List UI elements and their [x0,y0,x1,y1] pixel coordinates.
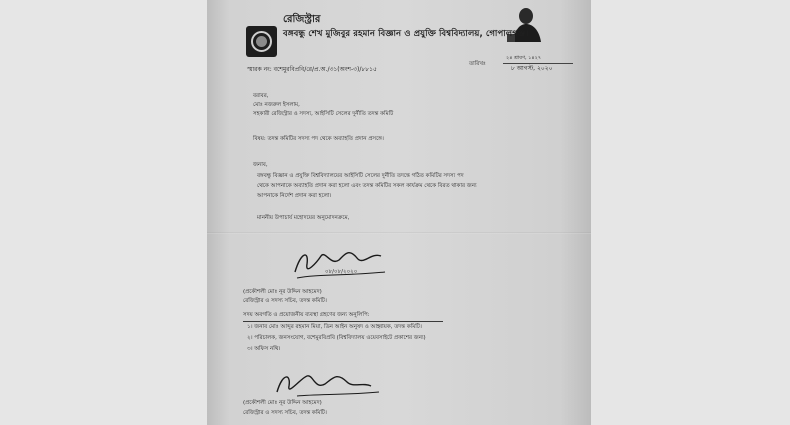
salutation: জনাব, [253,162,268,168]
right-background [591,0,790,425]
copy-item-1: ১। জনাব মোঃ আব্দুর রহমান মিয়া, ডিন আইন অনুষদ ও আহ্বায়ক, তদন্ত কমিটি। [247,324,422,330]
left-background [0,0,207,425]
date-label: তারিখঃ [469,61,486,67]
letterhead-title: রেজিস্ট্রার [283,14,321,25]
addressee-to: বরাবর, [253,93,269,99]
date-divider [503,63,573,64]
body-line-1: বঙ্গবন্ধু বিজ্ঞান ও প্রযুক্তি বিশ্ববিদ্যালয়ের আইসিটি সেলের দুর্নীতি তদন্তে গঠিত কমিটির সদস্য পদ [257,173,464,179]
date-english-calendar: ৮ আগস্ট, ২০২০ [511,65,553,72]
paper-fold-line [207,232,591,234]
body-line-3: আপনাকে নির্দেশ প্রদান করা হলো। [257,193,332,199]
memo-number: স্মারক নং: বশেমুরবিপ্রবি/রে/প্র.অ./৩১(অংশ-৩)/৮৮১৫ [247,66,377,73]
university-seal-logo [246,26,277,57]
addressee-name: মোঃ নজরুল ইসলাম, [253,102,300,108]
handwritten-signature-1 [287,242,397,286]
signatory2-name: (প্রকৌশলী মোঃ নূর উদ্দিন আহমেদ) [243,400,322,406]
signature-date: ০৮/০৮/২০২০ [325,269,358,275]
signatory2-designation: রেজিস্ট্রার ও সদস্য সচিব, তদন্ত কমিটি। [243,410,327,416]
date-bengali-calendar: ২৪ শ্রাবণ, ১৪২৭ [506,55,542,61]
approval-authority: মাননীয় উপাচার্য মহোদয়ের অনুমোদনক্রমে, [257,215,350,221]
letterhead-university: বঙ্গবন্ধু শেখ মুজিবুর রহমান বিজ্ঞান ও প্রযুক্তি বিশ্ববিদ্যালয়, গোপালগঞ্জ। [283,29,529,39]
addressee-designation: সহকারী রেজিস্ট্রার ও সদস্য, আইসিটি সেলের দুর্নীতি তদন্ত কমিটি [253,111,394,117]
letter-subject: বিষয়: তদন্ত কমিটির সদস্য পদ থেকে অব্যাহতি প্রদান প্রসঙ্গে। [253,136,384,142]
copy-item-2: ২। পরিচালক, জনসংযোগ, বশেমুরবিপ্রবি (বিশ্ববিদ্যালয় ওয়েবসাইটে প্রকাশের জন্য) [247,335,426,341]
copy-heading-underline [243,321,443,322]
handwritten-signature-2 [267,364,387,404]
body-line-2: থেকে আপনাকে অব্যাহতি প্রদান করা হলো এবং তদন্ত কমিটির সকল কার্যক্রম থেকে বিরত থাকার জন্য [257,183,477,189]
signatory-name: (প্রকৌশলী মোঃ নূর উদ্দিন আহমেদ) [243,289,322,295]
letter-document [207,0,591,425]
copy-item-3: ৩। অফিস নথি। [247,346,281,352]
signatory-designation: রেজিস্ট্রার ও সদস্য সচিব, তদন্ত কমিটি। [243,298,327,304]
copy-heading: সদয় অবগতি ও প্রয়োজনীয় ব্যবস্থা গ্রহণের জন্য অনুলিপি: [243,312,370,318]
